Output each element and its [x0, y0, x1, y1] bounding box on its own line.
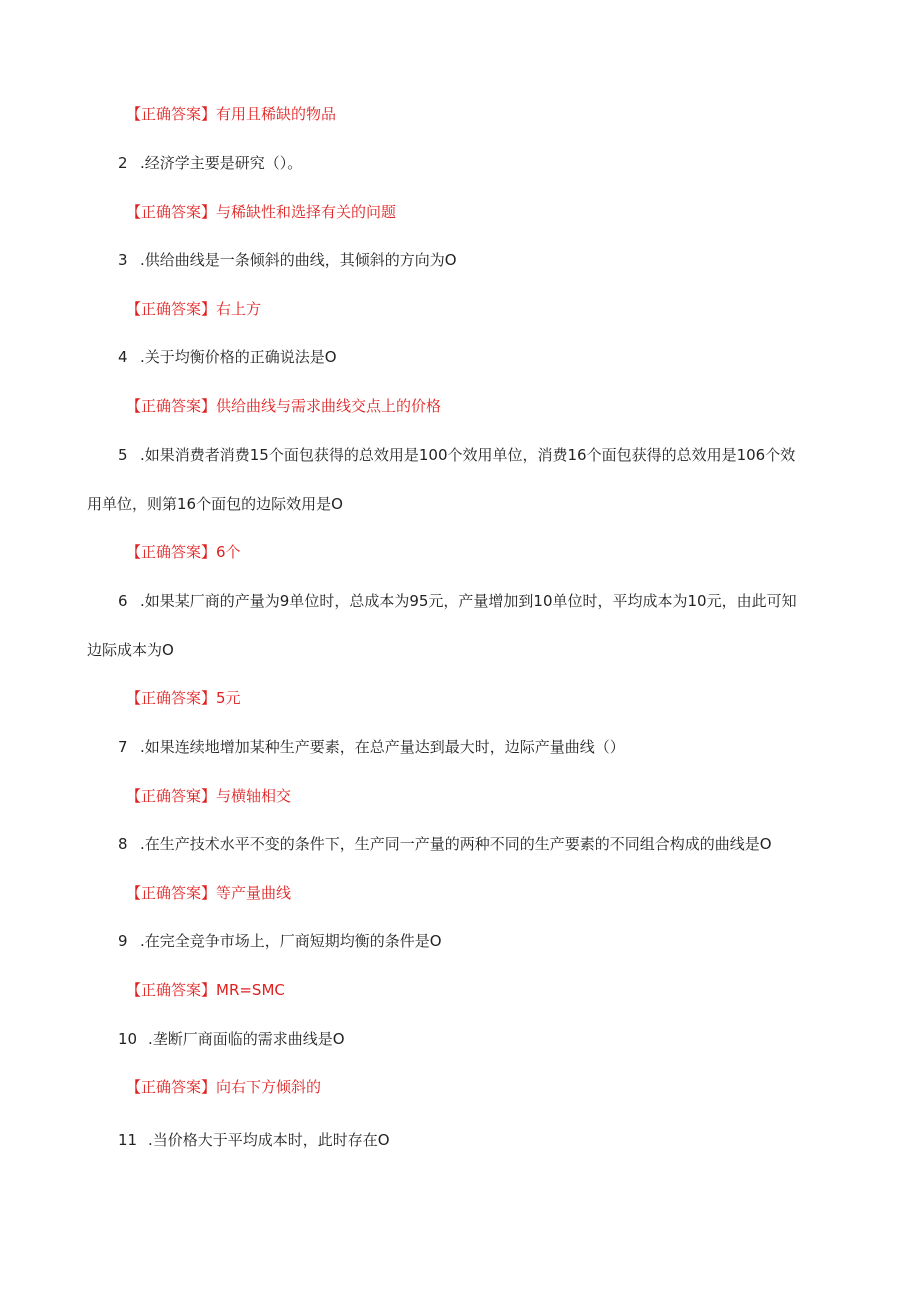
question-5-continuation: 用单位，则第16个面包的边际效用是O	[87, 495, 343, 513]
question-2	[118, 153, 302, 173]
question-text: .如果某厂商的产量为9单位时，总成本为95元，产量增加到10单位时，平均成本为10元，由此可知	[140, 592, 797, 610]
question-number: 8	[118, 835, 128, 853]
question-4	[118, 347, 337, 367]
question-text: .经济学主要是研究（）。	[140, 154, 303, 172]
answer-2: 【正确答案】与稀缺性和选择有关的问题	[126, 203, 397, 221]
question-10	[118, 1029, 345, 1049]
question-text: .当价格大于平均成本时，此时存在O	[148, 1131, 390, 1149]
question-text: .在生产技术水平不变的条件下，生产同一产量的两种不同的生产要素的不同组合构成的曲线是O	[140, 835, 772, 853]
question-number: 5	[118, 446, 128, 464]
question-number: 9	[118, 932, 128, 950]
question-number: 2	[118, 154, 128, 172]
question-number: 6	[118, 592, 128, 610]
answer-4: 【正确答案】供给曲线与需求曲线交点上的价格	[126, 397, 442, 415]
question-text: .在完全竞争市场上，厂商短期均衡的条件是O	[140, 932, 442, 950]
question-8	[118, 834, 772, 854]
question-9	[118, 931, 442, 951]
answer-3: 【正确答案】右上方	[126, 300, 262, 318]
question-number: 10	[118, 1030, 138, 1048]
question-number: 11	[118, 1131, 138, 1149]
question-text: .如果消费者消费15个面包获得的总效用是100个效用单位，消费16个面包获得的总效用是106个效	[140, 446, 796, 464]
answer-6: 【正确答案】5元	[126, 689, 241, 707]
question-6	[118, 591, 797, 611]
answer-1: 【正确答案】有用且稀缺的物品	[126, 105, 337, 123]
question-text: .如果连续地增加某种生产要素，在总产量达到最大时，边际产量曲线（）	[140, 738, 625, 756]
question-3	[118, 250, 457, 270]
question-text: .供给曲线是一条倾斜的曲线，其倾斜的方向为O	[140, 251, 457, 269]
question-text: .关于均衡价格的正确说法是O	[140, 348, 337, 366]
answer-8: 【正确答案】等产量曲线	[126, 884, 292, 902]
answer-10: 【正确答案】向右下方倾斜的	[126, 1078, 322, 1096]
answer-9: 【正确答案】MR=SMC	[126, 981, 285, 999]
answer-5: 【正确答案】6个	[126, 543, 241, 561]
question-5	[118, 445, 795, 465]
question-text: .垄断厂商面临的需求曲线是O	[148, 1030, 345, 1048]
question-number: 3	[118, 251, 128, 269]
question-number: 4	[118, 348, 128, 366]
answer-7: 【正确答窠】与横轴相交	[126, 787, 292, 805]
question-number: 7	[118, 738, 128, 756]
question-6-continuation: 边际成本为O	[87, 641, 174, 659]
question-11	[118, 1130, 390, 1150]
question-7	[118, 737, 625, 757]
